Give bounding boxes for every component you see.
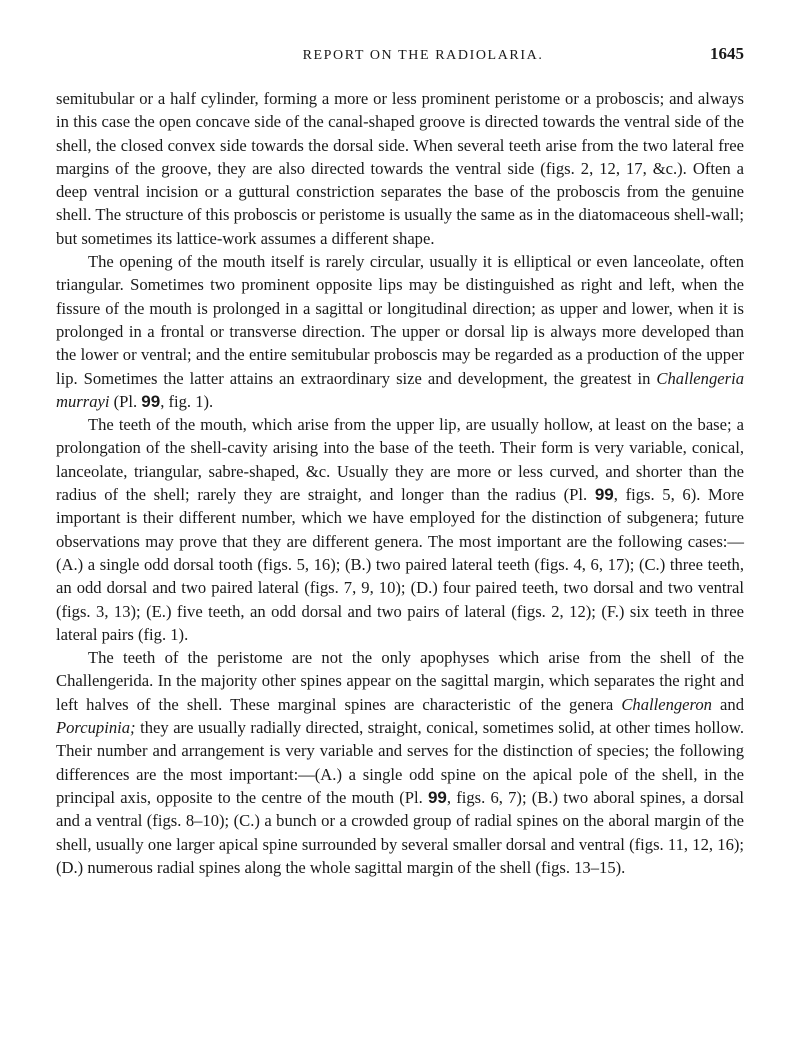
plate-number: 99 [594, 485, 614, 505]
text-run: , figs. 5, 6). More important is their different number, which we have employed for the distinction of subgenera; future observations may prove that they are different genera. The most important are the following cases:—(A.) a single odd dorsal tooth (figs. 5, 16); (B.) two paired lateral teeth (figs. 4, 6, 17); (C.) three teeth, an odd dorsal and two paired lateral (figs. 7, 9, 10); (D.) four paired teeth, two dorsal and two ventral (figs. 3, 13); (E.) five teeth, an odd dorsal and two pairs of lateral (figs. 2, 12); (F.) six teeth in three lateral pairs (fig. 1). [56, 485, 744, 644]
plate-number: 99 [141, 391, 161, 411]
text-run: they are usually radially directed, straight, conical, sometimes solid, at other times hollow. Their number and arrangement is very variable and serves for the distinction of species; the following differences are the most important:—(A.) a single odd spine on the apical pole of the shell, in the principal axis, opposite to the centre of the mouth (Pl. [56, 718, 744, 807]
body-text [56, 87, 744, 879]
italic-term: Challengeria murrayi [56, 368, 744, 411]
paragraph-4 [56, 646, 744, 879]
text-run: The teeth of the peristome are not the only apophyses which arise from the shell of the Challengerida. In the majority other spines appear on the sagittal margin, which separates the right and left halves of the shell. These marginal spines are characteristic of the genera [56, 648, 744, 714]
paragraph-2 [56, 250, 744, 413]
text-run: , fig. 1). [160, 391, 214, 411]
text-run: (Pl. [109, 391, 142, 411]
text-run: and [711, 694, 745, 714]
page-header [56, 44, 744, 74]
text-run: semitubular or a half cylinder, forming a more or less prominent peristome or a proboscis; and always in this case the open concave side of the canal-shaped groove is directed towards the ventral side of the shell, the closed convex side towards the dorsal side. When several teeth arise from the two lateral free margins of the groove, they are also directed towards the ventral side (figs. 2, 12, 17, &c.). Often a deep ventral incision or a guttural constriction separates the base of the proboscis from the genuine shell. The structure of this proboscis or peristome is usually the same as in the diatomaceous shell-wall; but sometimes its lattice-work assumes a different shape. [56, 89, 744, 248]
paragraph-1 [56, 87, 744, 250]
text-run: The opening of the mouth itself is rarely circular, usually it is elliptical or even lanceolate, often triangular. Sometimes two prominent opposite lips may be distinguished as right and left, when the fissure of the mouth is prolonged in a sagittal or longitudinal direction; as upper and lower, when it is prolonged in a frontal or transverse direction. The upper or dorsal lip is always more developed than the lower or ventral; and the entire semitubular proboscis may be regarded as a production of the upper lip. Sometimes the latter attains an extraordinary size and development, the greatest in [56, 252, 744, 388]
italic-term: Porcupinia; [56, 718, 136, 738]
plate-number: 99 [427, 787, 447, 807]
italic-term: Challengeron [621, 694, 712, 714]
text-run: The teeth of the mouth, which arise from the upper lip, are usually hollow, at least on the base; a prolongation of the shell-cavity arising into the base of the teeth. Their form is very variable, conical, lanceolate, triangular, sabre-shaped, &c. Usually they are more or less curved, and shorter than the radius of the shell; rarely they are straight, and longer than the radius (Pl. [56, 415, 744, 505]
text-run: , figs. 6, 7); (B.) two aboral spines, a dorsal and a ventral (figs. 8–10); (C.) a bunch or a crowded group of radial spines on the aboral margin of the shell, usually one larger apical spine surrounded by several smaller dorsal and ventral (figs. 11, 12, 16); (D.) numerous radial spines along the whole sagittal margin of the shell (figs. 13–15). [56, 787, 745, 877]
paragraph-3 [56, 413, 744, 646]
page-number: 1645 [710, 44, 744, 63]
running-title: REPORT ON THE RADIOLARIA. [302, 48, 544, 63]
